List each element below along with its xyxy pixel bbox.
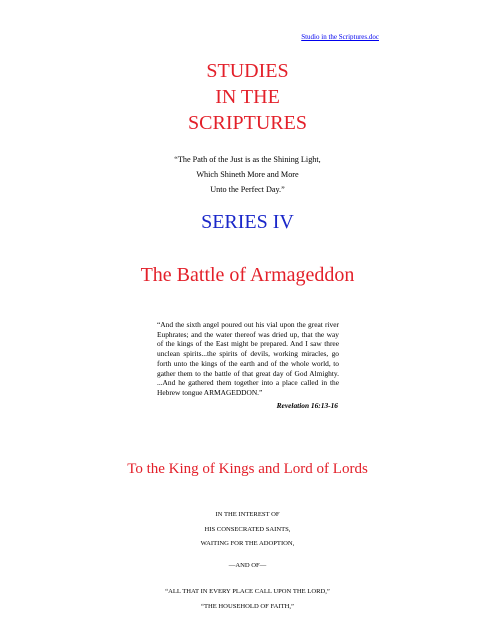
book-title-line-3: SCRIPTURES [188,112,307,134]
motto-line-1: “The Path of the Just is as the Shining Light, [174,155,321,164]
closing-line-2: “THE HOUSEHOLD OF FAITH,” [201,602,294,610]
motto-line-2: Which Shineth More and More [196,170,299,179]
motto [0,152,495,197]
interest-line-3: WAITING FOR THE ADOPTION, [200,540,295,547]
epigraph-reference: Revelation 16:13-16 [276,400,338,410]
interest-line-2: HIS CONSECRATED SAINTS, [204,525,291,533]
book-title [0,58,495,136]
interest-block [0,508,495,552]
epigraph-text: “And the sixth angel poured out his vial upon the great river Euphrates; and the water thereof was dried up, that the way of the kings of the East might be prepared. And I saw three unclean spirits...the spirits of devils, working miracles, go forth unto the kings of the earth and of the whole world, to gather them to the battle of that great day of God Almighty. ...And he gathered them together into a place called in the Hebrew tongue ARMAGEDDON.” [157,320,339,397]
motto-line-3: Unto the Perfect Day.” [210,185,285,194]
book-title-line-2: IN THE [215,86,280,108]
interest-line-1: IN THE INTEREST OF [215,511,280,518]
closing-block [0,585,495,614]
epigraph [157,320,339,410]
file-name-link[interactable]: Studio in the Scriptures.doc [301,33,379,41]
volume-title: The Battle of Armageddon [140,264,355,286]
closing-line-1: “ALL THAT IN EVERY PLACE CALL UPON THE LORD,” [165,588,330,595]
and-of-divider: —AND OF— [228,562,267,569]
book-title-line-1: STUDIES [206,60,289,82]
dedication: To the King of Kings and Lord of Lords [127,461,368,477]
series-heading: SERIES IV [201,211,294,233]
